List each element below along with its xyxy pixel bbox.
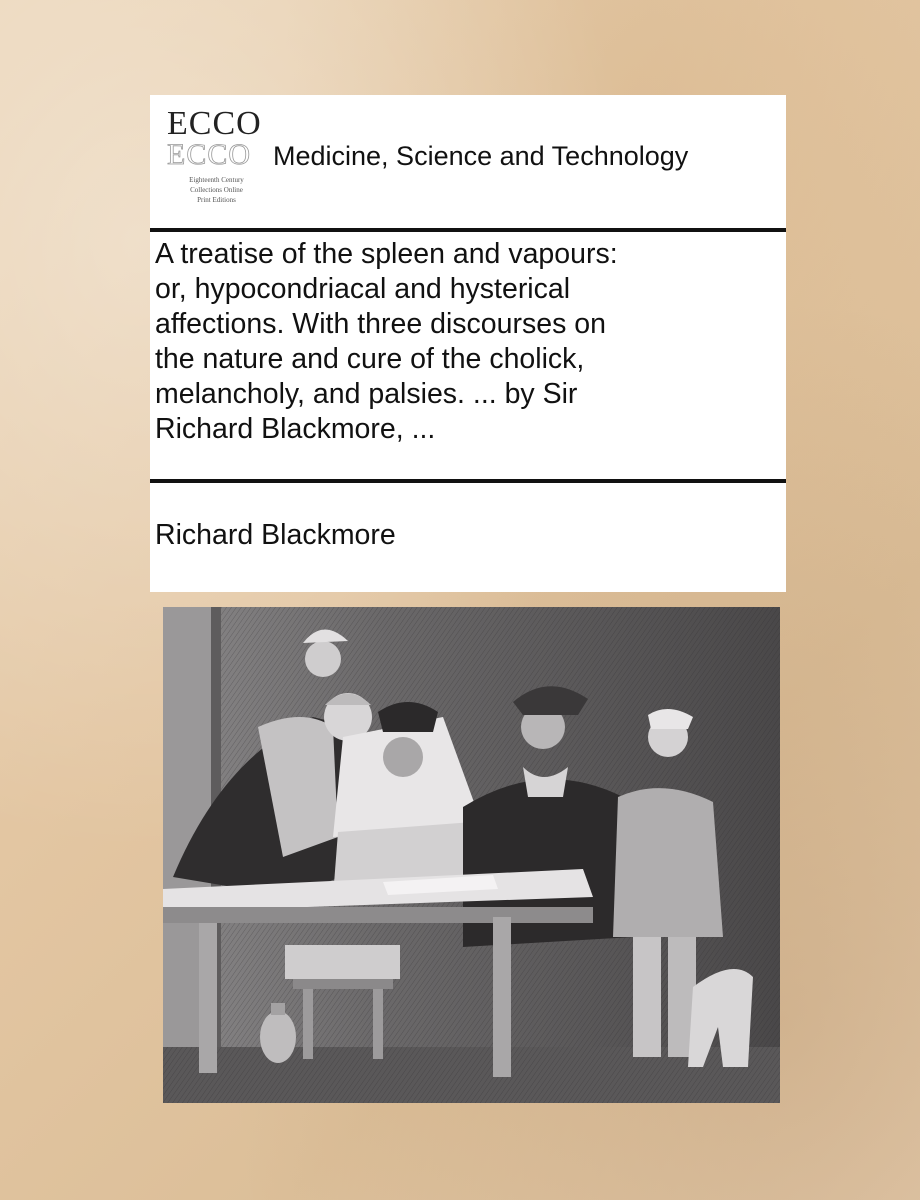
title-line: melancholy, and palsies. ... by Sir — [155, 378, 578, 410]
logo-tagline-2: Collections Online — [190, 186, 243, 194]
engraving-scene-icon — [163, 607, 780, 1103]
title-line: A treatise of the spleen and vapours: — [155, 238, 618, 270]
logo-letters-outline: ECCO — [167, 138, 252, 171]
series-title: Medicine, Science and Technology — [273, 141, 689, 171]
title-line: Richard Blackmore, ... — [155, 413, 436, 445]
title-line: or, hypocondriacal and hysterical — [155, 273, 571, 305]
title-line: affections. With three discourses on — [155, 308, 606, 340]
logo-letters: ECCO — [167, 105, 262, 142]
logo-tagline-3: Print Editions — [197, 196, 236, 204]
top-rule — [150, 228, 786, 232]
bottom-rule — [150, 479, 786, 483]
title-line: the nature and cure of the cholick, — [155, 343, 585, 375]
ecco-logo — [163, 104, 263, 212]
logo-tagline-1: Eighteenth Century — [189, 176, 244, 184]
author-name: Richard Blackmore — [155, 519, 396, 551]
book-title — [155, 237, 780, 447]
